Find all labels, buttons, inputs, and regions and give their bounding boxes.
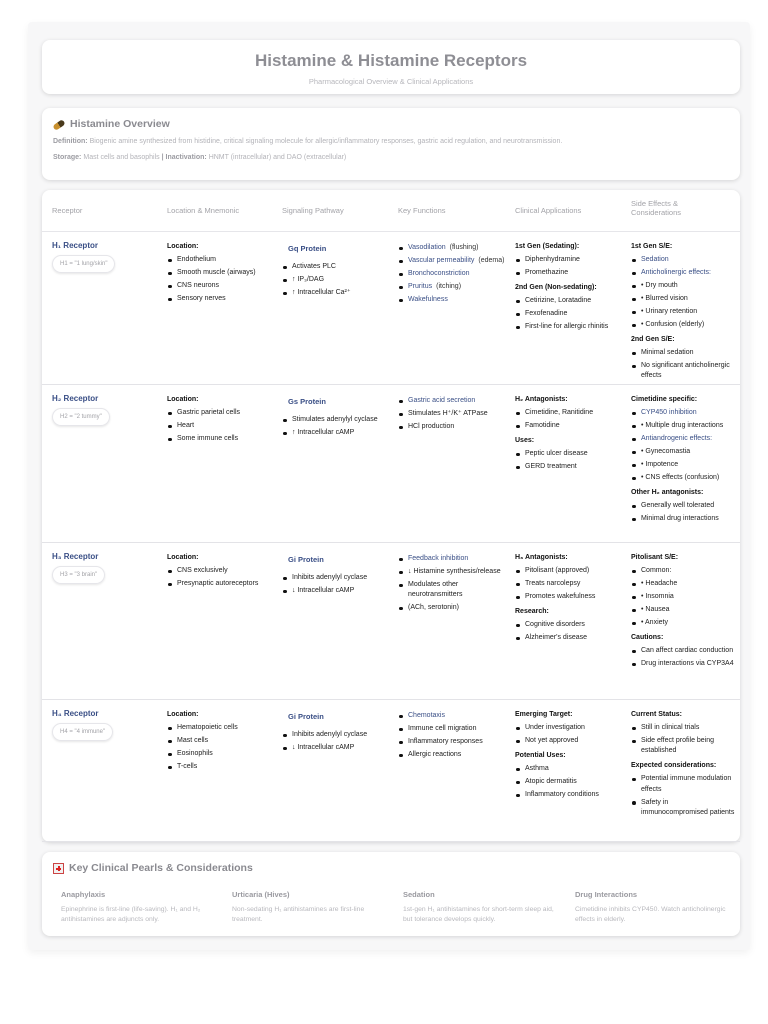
side-effect-item: • Blurred vision [631, 294, 735, 304]
functions-cell [398, 711, 506, 763]
location-cell [167, 242, 275, 307]
pearl-text: Epinephrine is first-line (life-saving). H₁ and H₂ antihistamines are adjuncts only. [61, 906, 201, 923]
overview-definition [53, 138, 729, 145]
receptor-name: H₄ Receptor [52, 709, 99, 718]
function-main: HCl production [408, 423, 455, 430]
pathway-list [282, 415, 387, 438]
clinical-item: Under investigation [515, 723, 623, 733]
pearl-text: Non-sedating H₁ antihistamines are first-line treatment. [232, 906, 365, 923]
side-effects-cell [631, 395, 735, 527]
clinical-label: H₂ Antagonists: [515, 396, 568, 403]
pearls-title: Key Clinical Pearls & Considerations [69, 862, 253, 874]
location-item: Gastric parietal cells [167, 408, 275, 418]
clinical-label: H₃ Antagonists: [515, 554, 568, 561]
pearl-anaphylaxis [61, 890, 216, 925]
side-effect-item: Sedation [631, 255, 735, 265]
side-effect-item: • Confusion (elderly) [631, 320, 735, 330]
mnemonic-badge: H4 = "4 immune" [52, 723, 113, 741]
page-subtitle: Pharmacological Overview & Clinical Applications [308, 77, 474, 86]
clinical-item: Alzheimer's disease [515, 633, 623, 643]
function-main: Bronchoconstriction [408, 270, 470, 277]
function-item [398, 737, 506, 747]
receptor-name: H₂ Receptor [52, 394, 99, 403]
clinical-item: Inflammatory conditions [515, 790, 623, 800]
location-list [167, 255, 275, 304]
table-row [42, 385, 740, 543]
clinical-item: Promethazine [515, 268, 623, 278]
clinical-label: Emerging Target: [515, 711, 573, 718]
side-effects-label: 2nd Gen S/E: [631, 336, 675, 344]
signaling-cell [282, 712, 387, 756]
location-label: Location: [167, 554, 199, 561]
function-note: (edema) [478, 257, 505, 264]
side-effect-item: • Nausea [631, 605, 735, 615]
clinical-list [515, 620, 623, 643]
pathway-item: Activates PLC [282, 262, 387, 272]
functions-list [398, 711, 506, 760]
function-item [398, 711, 506, 721]
side-effect-item: • CNS effects (confusion) [631, 473, 735, 483]
header-functions: Key Functions [398, 206, 446, 215]
location-item: Endothelium [167, 255, 275, 265]
table-row [42, 543, 740, 700]
function-main: Feedback inhibition [408, 555, 469, 562]
location-label: Location: [167, 396, 199, 403]
function-main: Wakefulness [408, 296, 448, 303]
location-item: T-cells [167, 762, 275, 772]
table-row [42, 232, 740, 385]
pathway-item: Inhibits adenylyl cyclase [282, 573, 387, 583]
function-main: Chemotaxis [408, 712, 445, 719]
side-effect-list [631, 348, 735, 381]
side-effects-label: Cimetidine specific: [631, 396, 698, 403]
mnemonic-badge: H1 = "1 lung/skin" [52, 255, 115, 273]
pearl-title: Urticaria (Hives) [232, 890, 290, 899]
side-effect-list [631, 566, 735, 628]
side-effect-item: Safety in immunocompromised patients [631, 798, 735, 818]
side-effect-item: • Impotence [631, 460, 735, 470]
side-effect-list [631, 501, 735, 524]
pathway-list [282, 573, 387, 596]
side-effect-list [631, 723, 735, 756]
side-effects-label: Expected considerations: [631, 762, 717, 770]
pearl-title: Drug Interactions [575, 890, 638, 899]
clinical-item: Atopic dermatitis [515, 777, 623, 787]
side-effects-cell [631, 710, 735, 821]
function-main: Stimulates H⁺/K⁺ ATPase [408, 410, 488, 417]
clinical-list [515, 408, 623, 431]
side-effect-item: Drug interactions via CYP3A4 [631, 659, 735, 669]
header-signaling: Signaling Pathway [282, 206, 344, 215]
function-item [398, 409, 506, 419]
side-effects-label: Other H₂ antagonists: [631, 489, 704, 497]
function-note: (flushing) [449, 244, 479, 251]
side-effect-item: Side effect profile being established [631, 736, 735, 756]
side-effects-cell [631, 242, 735, 384]
function-item [398, 567, 506, 577]
function-main: Immune cell migration [408, 725, 477, 732]
header-side-effects: Side Effects & Considerations [631, 199, 682, 217]
clinical-label: Uses: [515, 437, 535, 445]
side-effect-item: Minimal sedation [631, 348, 735, 358]
clinical-item: GERD treatment [515, 462, 623, 472]
function-item [398, 750, 506, 760]
location-list [167, 408, 275, 444]
function-main: Allergic reactions [408, 751, 462, 758]
side-effect-item: • Multiple drug interactions [631, 421, 735, 431]
function-item [398, 580, 506, 600]
side-effect-list [631, 255, 735, 330]
side-effect-list [631, 774, 735, 818]
clinical-cell [515, 395, 623, 475]
location-cell [167, 553, 275, 592]
side-effect-item: Anticholinergic effects: [631, 268, 735, 278]
functions-list [398, 554, 506, 613]
clinical-label: 2nd Gen (Non-sedating): [515, 284, 597, 292]
first-aid-icon [53, 863, 64, 874]
pearl-text: Cimetidine inhibits CYP450. Watch anticholinergic effects in elderly. [575, 906, 726, 923]
pathway-item: Inhibits adenylyl cyclase [282, 730, 387, 740]
function-item [398, 243, 506, 253]
receptor-name: H₁ Receptor [52, 241, 98, 250]
functions-list [398, 243, 506, 305]
location-label: Location: [167, 711, 199, 718]
function-item [398, 269, 506, 279]
side-effect-item: CYP450 inhibition [631, 408, 735, 418]
function-item [398, 554, 506, 564]
clinical-item: Diphenhydramine [515, 255, 623, 265]
header-location: Location & Mnemonic [167, 206, 240, 215]
side-effect-item: • Anxiety [631, 618, 735, 628]
location-item: Sensory nerves [167, 294, 275, 304]
clinical-item: Cetirizine, Loratadine [515, 296, 623, 306]
side-effect-list [631, 646, 735, 669]
side-effect-item: • Insomnia [631, 592, 735, 602]
clinical-cell [515, 553, 623, 646]
function-item [398, 422, 506, 432]
receptor-cell [52, 394, 157, 426]
storage-separator: | [161, 154, 164, 161]
location-item: Heart [167, 421, 275, 431]
pathway-item: ↑ IP₃/DAG [282, 275, 387, 285]
pathway-item: ↑ Intracellular Ca²⁺ [282, 288, 387, 298]
location-item: Eosinophils [167, 749, 275, 759]
clinical-label: Research: [515, 608, 549, 616]
side-effects-label: 1st Gen S/E: [631, 243, 673, 250]
functions-cell [398, 243, 506, 308]
function-item [398, 396, 506, 406]
pearl-title: Sedation [403, 890, 435, 899]
clinical-list [515, 764, 623, 800]
protein-title: Gi Protein [288, 712, 324, 721]
receptor-cell [52, 241, 157, 273]
clinical-list [515, 296, 623, 332]
receptor-cell [52, 709, 157, 741]
page-title: Histamine & Histamine Receptors [254, 51, 528, 70]
clinical-cell [515, 710, 623, 803]
clinical-item: Cimetidine, Ranitidine [515, 408, 623, 418]
side-effect-item: Can affect cardiac conduction [631, 646, 735, 656]
functions-cell [398, 554, 506, 616]
side-effect-item: Generally well tolerated [631, 501, 735, 511]
location-list [167, 723, 275, 772]
function-note: (itching) [436, 283, 462, 290]
function-item [398, 282, 506, 292]
overview-title: Histamine Overview [70, 118, 170, 130]
location-item: CNS exclusively [167, 566, 275, 576]
pathway-item: ↓ Intracellular cAMP [282, 586, 387, 596]
clinical-item: Cognitive disorders [515, 620, 623, 630]
storage-label: Storage: [53, 154, 82, 161]
protein-title: Gi Protein [288, 555, 324, 564]
location-item: Smooth muscle (airways) [167, 268, 275, 278]
clinical-item: Promotes wakefulness [515, 592, 623, 602]
clinical-item: Fexofenadine [515, 309, 623, 319]
clinical-item: Not yet approved [515, 736, 623, 746]
side-effects-label: Cautions: [631, 634, 664, 642]
protein-title: Gs Protein [288, 397, 326, 406]
function-item [398, 295, 506, 305]
storage-text: Mast cells and basophils [83, 154, 160, 161]
side-effect-item: Antiandrogenic effects: [631, 434, 735, 444]
location-cell [167, 395, 275, 447]
pathway-item: ↓ Intracellular cAMP [282, 743, 387, 753]
function-main: Modulates other neurotransmitters [408, 581, 463, 599]
location-label: Location: [167, 243, 199, 250]
pearl-text: 1st-gen H₁ antihistamines for short-term sleep aid, but tolerance develops quickly. [403, 906, 554, 923]
function-main: Vasodilation [408, 244, 446, 251]
function-item [398, 603, 506, 613]
function-item [398, 724, 506, 734]
header-card [42, 40, 740, 94]
pathway-item: ↑ Intracellular cAMP [282, 428, 387, 438]
function-main: Vascular permeability [408, 257, 475, 264]
header-receptor: Receptor [52, 206, 83, 215]
pill-icon [53, 119, 66, 130]
clinical-list [515, 723, 623, 746]
inactivation-label: Inactivation: [165, 154, 207, 161]
clinical-item: Peptic ulcer disease [515, 449, 623, 459]
functions-cell [398, 396, 506, 435]
definition-text: Biogenic amine synthesized from histidine, critical signaling molecule for allergic/inflammatory responses, gastric acid regulation, and neurotransmission. [89, 138, 563, 145]
location-item: Presynaptic autoreceptors [167, 579, 275, 589]
side-effects-cell [631, 553, 735, 672]
receptor-table [42, 190, 740, 842]
pearl-sedation [403, 890, 558, 925]
clinical-item: First-line for allergic rhinitis [515, 322, 623, 332]
location-item: CNS neurons [167, 281, 275, 291]
definition-label: Definition: [53, 138, 88, 145]
function-main: ↓ Histamine synthesis/release [408, 568, 501, 575]
clinical-item: Pitolisant (approved) [515, 566, 623, 576]
clinical-item: Asthma [515, 764, 623, 774]
pearls-card [42, 852, 740, 936]
receptor-cell [52, 552, 157, 584]
side-effect-list [631, 408, 735, 483]
signaling-cell [282, 244, 387, 301]
clinical-list [515, 566, 623, 602]
pearls-heading [53, 862, 729, 874]
mnemonic-badge: H2 = "2 tummy" [52, 408, 110, 426]
function-item [398, 256, 506, 266]
functions-list [398, 396, 506, 432]
location-item: Mast cells [167, 736, 275, 746]
protein-title: Gq Protein [288, 244, 327, 253]
side-effect-item: Still in clinical trials [631, 723, 735, 733]
side-effect-item: • Dry mouth [631, 281, 735, 291]
side-effect-item: Common: [631, 566, 735, 576]
side-effect-item: • Gynecomastia [631, 447, 735, 457]
function-main: Gastric acid secretion [408, 397, 476, 404]
table-row [42, 700, 740, 842]
clinical-item: Famotidine [515, 421, 623, 431]
clinical-cell [515, 242, 623, 335]
overview-storage [53, 154, 729, 161]
side-effect-item: Potential immune modulation effects [631, 774, 735, 794]
clinical-label: Potential Uses: [515, 752, 566, 760]
signaling-cell [282, 397, 387, 441]
clinical-list [515, 449, 623, 472]
location-item: Some immune cells [167, 434, 275, 444]
location-item: Hematopoietic cells [167, 723, 275, 733]
overview-card [42, 108, 740, 180]
mnemonic-badge: H3 = "3 brain" [52, 566, 105, 584]
table-header [42, 190, 740, 232]
location-list [167, 566, 275, 589]
pearl-title: Anaphylaxis [61, 890, 106, 899]
side-effects-label: Pitolisant S/E: [631, 554, 679, 561]
pearl-urticaria [232, 890, 387, 925]
function-main: Inflammatory responses [408, 738, 483, 745]
pathway-list [282, 262, 387, 298]
side-effect-item: • Headache [631, 579, 735, 589]
pearl-drug-interactions [575, 890, 730, 925]
side-effects-label: Current Status: [631, 711, 682, 718]
header-clinical: Clinical Applications [515, 206, 582, 215]
receptor-name: H₃ Receptor [52, 552, 99, 561]
pathway-list [282, 730, 387, 753]
pathway-item: Stimulates adenylyl cyclase [282, 415, 387, 425]
side-effect-item: • Urinary retention [631, 307, 735, 317]
side-effect-item: Minimal drug interactions [631, 514, 735, 524]
clinical-list [515, 255, 623, 278]
overview-heading [53, 118, 729, 130]
clinical-label: 1st Gen (Sedating): [515, 243, 580, 250]
side-effect-item: No significant anticholinergic effects [631, 361, 735, 381]
location-cell [167, 710, 275, 775]
inactivation-text: HNMT (intracellular) and DAO (extracellular) [208, 154, 347, 161]
function-main: (ACh, serotonin) [408, 604, 459, 612]
clinical-item: Treats narcolepsy [515, 579, 623, 589]
function-main: Pruritus [408, 283, 433, 290]
signaling-cell [282, 555, 387, 599]
